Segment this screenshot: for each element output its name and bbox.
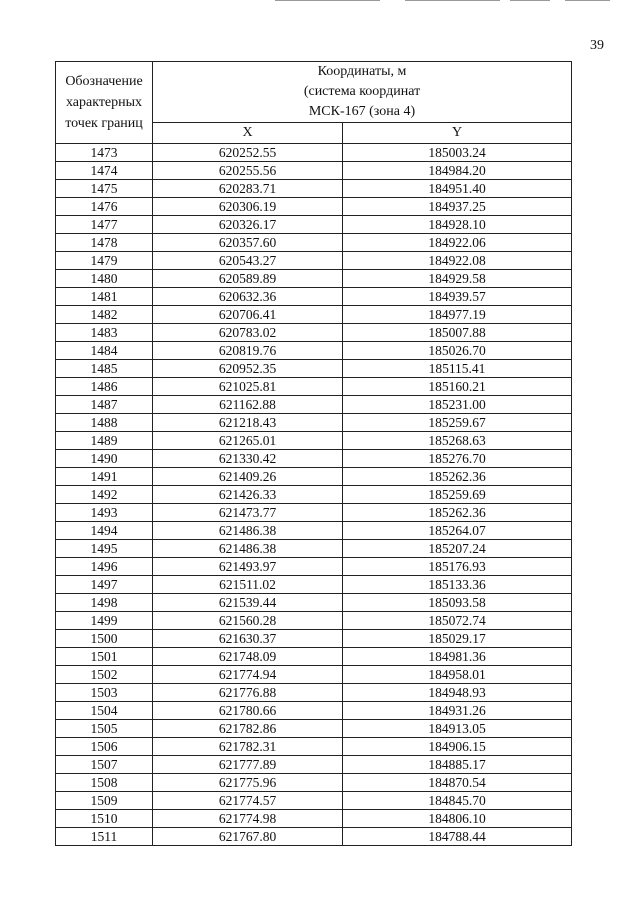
table-row bbox=[56, 270, 572, 288]
page-number: 39 bbox=[590, 38, 604, 53]
scan-top-rule bbox=[510, 0, 550, 1]
y-coordinate-cell: 185133.36 bbox=[343, 576, 572, 594]
table-row bbox=[56, 378, 572, 396]
point-header-line: Обозначение bbox=[65, 74, 143, 89]
point-number-cell: 1501 bbox=[56, 648, 153, 666]
point-header-line: точек границ bbox=[65, 116, 143, 131]
point-number-cell: 1504 bbox=[56, 702, 153, 720]
x-coordinate-cell: 620952.35 bbox=[153, 360, 343, 378]
table-row bbox=[56, 396, 572, 414]
coords-header-line: МСК-167 (зона 4) bbox=[308, 104, 416, 119]
table-row bbox=[56, 702, 572, 720]
y-coordinate-cell: 184913.05 bbox=[343, 720, 572, 738]
point-number-cell: 1483 bbox=[56, 324, 153, 342]
y-coordinate-cell: 185072.74 bbox=[343, 612, 572, 630]
y-coordinate-cell: 184931.26 bbox=[343, 702, 572, 720]
x-coordinate-cell: 621774.94 bbox=[153, 666, 343, 684]
y-coordinate-cell: 185259.69 bbox=[343, 486, 572, 504]
y-coordinate-cell: 184937.25 bbox=[343, 198, 572, 216]
point-number-cell: 1474 bbox=[56, 162, 153, 180]
x-coordinate-cell: 620543.27 bbox=[153, 252, 343, 270]
table-row bbox=[56, 486, 572, 504]
table-row bbox=[56, 144, 572, 162]
point-number-cell: 1492 bbox=[56, 486, 153, 504]
table-row bbox=[56, 792, 572, 810]
point-number-cell: 1495 bbox=[56, 540, 153, 558]
point-number-cell: 1484 bbox=[56, 342, 153, 360]
x-coordinate-cell: 621775.96 bbox=[153, 774, 343, 792]
x-coordinate-cell: 621025.81 bbox=[153, 378, 343, 396]
point-number-cell: 1477 bbox=[56, 216, 153, 234]
point-header-line: характерных bbox=[65, 95, 143, 110]
scan-top-rule bbox=[405, 0, 500, 1]
coords-header-line: (система координат bbox=[303, 84, 421, 99]
table-row bbox=[56, 414, 572, 432]
x-coordinate-cell: 620783.02 bbox=[153, 324, 343, 342]
point-number-cell: 1507 bbox=[56, 756, 153, 774]
table-row bbox=[56, 216, 572, 234]
table-row bbox=[56, 720, 572, 738]
y-coordinate-cell: 185003.24 bbox=[343, 144, 572, 162]
x-coordinate-cell: 620252.55 bbox=[153, 144, 343, 162]
table-row bbox=[56, 594, 572, 612]
point-number-cell: 1476 bbox=[56, 198, 153, 216]
point-number-cell: 1500 bbox=[56, 630, 153, 648]
y-coordinate-cell: 185231.00 bbox=[343, 396, 572, 414]
x-coordinate-cell: 621409.26 bbox=[153, 468, 343, 486]
table-row bbox=[56, 432, 572, 450]
y-coordinate-cell: 185029.17 bbox=[343, 630, 572, 648]
y-coordinate-cell: 185264.07 bbox=[343, 522, 572, 540]
table-row bbox=[56, 504, 572, 522]
point-number-cell: 1475 bbox=[56, 180, 153, 198]
x-coordinate-cell: 620632.36 bbox=[153, 288, 343, 306]
x-coordinate-cell: 621777.89 bbox=[153, 756, 343, 774]
y-coordinate-cell: 185259.67 bbox=[343, 414, 572, 432]
x-coordinate-cell: 620589.89 bbox=[153, 270, 343, 288]
table-row bbox=[56, 630, 572, 648]
table-row bbox=[56, 450, 572, 468]
x-coordinate-cell: 620255.56 bbox=[153, 162, 343, 180]
x-coordinate-cell: 621511.02 bbox=[153, 576, 343, 594]
x-coordinate-cell: 621774.98 bbox=[153, 810, 343, 828]
point-number-cell: 1497 bbox=[56, 576, 153, 594]
y-coordinate-cell: 184906.15 bbox=[343, 738, 572, 756]
point-number-cell: 1480 bbox=[56, 270, 153, 288]
point-number-cell: 1493 bbox=[56, 504, 153, 522]
table-row bbox=[56, 648, 572, 666]
x-coordinate-cell: 620706.41 bbox=[153, 306, 343, 324]
point-number-cell: 1503 bbox=[56, 684, 153, 702]
table-row bbox=[56, 234, 572, 252]
table-row bbox=[56, 756, 572, 774]
scan-top-rule bbox=[275, 0, 380, 1]
table-row bbox=[56, 828, 572, 846]
table-row bbox=[56, 612, 572, 630]
y-coordinate-cell: 185268.63 bbox=[343, 432, 572, 450]
x-coordinate-cell: 621486.38 bbox=[153, 540, 343, 558]
point-number-cell: 1486 bbox=[56, 378, 153, 396]
y-coordinate-cell: 184788.44 bbox=[343, 828, 572, 846]
x-coordinate-cell: 620283.71 bbox=[153, 180, 343, 198]
x-column-header: X bbox=[153, 123, 343, 144]
y-coordinate-cell: 184977.19 bbox=[343, 306, 572, 324]
point-number-cell: 1508 bbox=[56, 774, 153, 792]
x-coordinate-cell: 621218.43 bbox=[153, 414, 343, 432]
point-number-cell: 1481 bbox=[56, 288, 153, 306]
point-number-cell: 1482 bbox=[56, 306, 153, 324]
y-coordinate-cell: 185093.58 bbox=[343, 594, 572, 612]
point-number-cell: 1478 bbox=[56, 234, 153, 252]
table-row bbox=[56, 468, 572, 486]
point-designation-header bbox=[56, 62, 153, 144]
x-coordinate-cell: 621473.77 bbox=[153, 504, 343, 522]
x-coordinate-cell: 621265.01 bbox=[153, 432, 343, 450]
point-number-cell: 1485 bbox=[56, 360, 153, 378]
y-coordinate-cell: 184806.10 bbox=[343, 810, 572, 828]
table-row bbox=[56, 522, 572, 540]
table-row bbox=[56, 180, 572, 198]
y-coordinate-cell: 185207.24 bbox=[343, 540, 572, 558]
y-coordinate-cell: 184948.93 bbox=[343, 684, 572, 702]
table-row bbox=[56, 540, 572, 558]
x-coordinate-cell: 620326.17 bbox=[153, 216, 343, 234]
y-coordinate-cell: 184870.54 bbox=[343, 774, 572, 792]
table-row bbox=[56, 684, 572, 702]
table-row bbox=[56, 162, 572, 180]
y-coordinate-cell: 184928.10 bbox=[343, 216, 572, 234]
point-number-cell: 1509 bbox=[56, 792, 153, 810]
x-coordinate-cell: 621774.57 bbox=[153, 792, 343, 810]
point-number-cell: 1499 bbox=[56, 612, 153, 630]
table-row bbox=[56, 774, 572, 792]
point-number-cell: 1502 bbox=[56, 666, 153, 684]
y-coordinate-cell: 184922.08 bbox=[343, 252, 572, 270]
table-row bbox=[56, 558, 572, 576]
x-coordinate-cell: 621560.28 bbox=[153, 612, 343, 630]
x-coordinate-cell: 621330.42 bbox=[153, 450, 343, 468]
y-coordinate-cell: 185276.70 bbox=[343, 450, 572, 468]
x-coordinate-cell: 621748.09 bbox=[153, 648, 343, 666]
y-coordinate-cell: 184981.36 bbox=[343, 648, 572, 666]
table-row bbox=[56, 738, 572, 756]
table-row bbox=[56, 576, 572, 594]
x-coordinate-cell: 621782.86 bbox=[153, 720, 343, 738]
y-coordinate-cell: 184984.20 bbox=[343, 162, 572, 180]
scan-top-rule bbox=[565, 0, 610, 1]
x-coordinate-cell: 621630.37 bbox=[153, 630, 343, 648]
y-coordinate-cell: 185115.41 bbox=[343, 360, 572, 378]
y-coordinate-cell: 185026.70 bbox=[343, 342, 572, 360]
table-row bbox=[56, 306, 572, 324]
coordinates-table bbox=[55, 61, 572, 846]
y-coordinate-cell: 185262.36 bbox=[343, 468, 572, 486]
coords-header-line: Координаты, м bbox=[317, 64, 407, 79]
point-number-cell: 1498 bbox=[56, 594, 153, 612]
y-coordinate-cell: 184958.01 bbox=[343, 666, 572, 684]
y-coordinate-cell: 184845.70 bbox=[343, 792, 572, 810]
x-coordinate-cell: 620357.60 bbox=[153, 234, 343, 252]
x-coordinate-cell: 621426.33 bbox=[153, 486, 343, 504]
x-coordinate-cell: 620819.76 bbox=[153, 342, 343, 360]
x-coordinate-cell: 621780.66 bbox=[153, 702, 343, 720]
point-number-cell: 1494 bbox=[56, 522, 153, 540]
x-coordinate-cell: 621493.97 bbox=[153, 558, 343, 576]
table-row bbox=[56, 360, 572, 378]
table-row bbox=[56, 324, 572, 342]
point-number-cell: 1473 bbox=[56, 144, 153, 162]
point-number-cell: 1491 bbox=[56, 468, 153, 486]
x-coordinate-cell: 621767.80 bbox=[153, 828, 343, 846]
y-column-header: Y bbox=[343, 123, 572, 144]
table-row bbox=[56, 810, 572, 828]
table-row bbox=[56, 252, 572, 270]
y-coordinate-cell: 184885.17 bbox=[343, 756, 572, 774]
point-number-cell: 1487 bbox=[56, 396, 153, 414]
x-coordinate-cell: 620306.19 bbox=[153, 198, 343, 216]
x-coordinate-cell: 621539.44 bbox=[153, 594, 343, 612]
x-coordinate-cell: 621782.31 bbox=[153, 738, 343, 756]
table-row bbox=[56, 288, 572, 306]
point-number-cell: 1510 bbox=[56, 810, 153, 828]
coordinates-rows bbox=[56, 144, 572, 846]
y-coordinate-cell: 184929.58 bbox=[343, 270, 572, 288]
table-row bbox=[56, 666, 572, 684]
y-coordinate-cell: 185007.88 bbox=[343, 324, 572, 342]
table-row bbox=[56, 198, 572, 216]
x-coordinate-cell: 621486.38 bbox=[153, 522, 343, 540]
point-number-cell: 1506 bbox=[56, 738, 153, 756]
y-coordinate-cell: 184951.40 bbox=[343, 180, 572, 198]
point-number-cell: 1479 bbox=[56, 252, 153, 270]
table-row bbox=[56, 342, 572, 360]
x-coordinate-cell: 621162.88 bbox=[153, 396, 343, 414]
y-coordinate-cell: 185176.93 bbox=[343, 558, 572, 576]
y-coordinate-cell: 185160.21 bbox=[343, 378, 572, 396]
x-coordinate-cell: 621776.88 bbox=[153, 684, 343, 702]
y-coordinate-cell: 184939.57 bbox=[343, 288, 572, 306]
point-number-cell: 1490 bbox=[56, 450, 153, 468]
point-number-cell: 1489 bbox=[56, 432, 153, 450]
point-number-cell: 1496 bbox=[56, 558, 153, 576]
y-coordinate-cell: 185262.36 bbox=[343, 504, 572, 522]
point-number-cell: 1505 bbox=[56, 720, 153, 738]
coordinates-header bbox=[153, 62, 572, 123]
point-number-cell: 1488 bbox=[56, 414, 153, 432]
point-number-cell: 1511 bbox=[56, 828, 153, 846]
y-coordinate-cell: 184922.06 bbox=[343, 234, 572, 252]
